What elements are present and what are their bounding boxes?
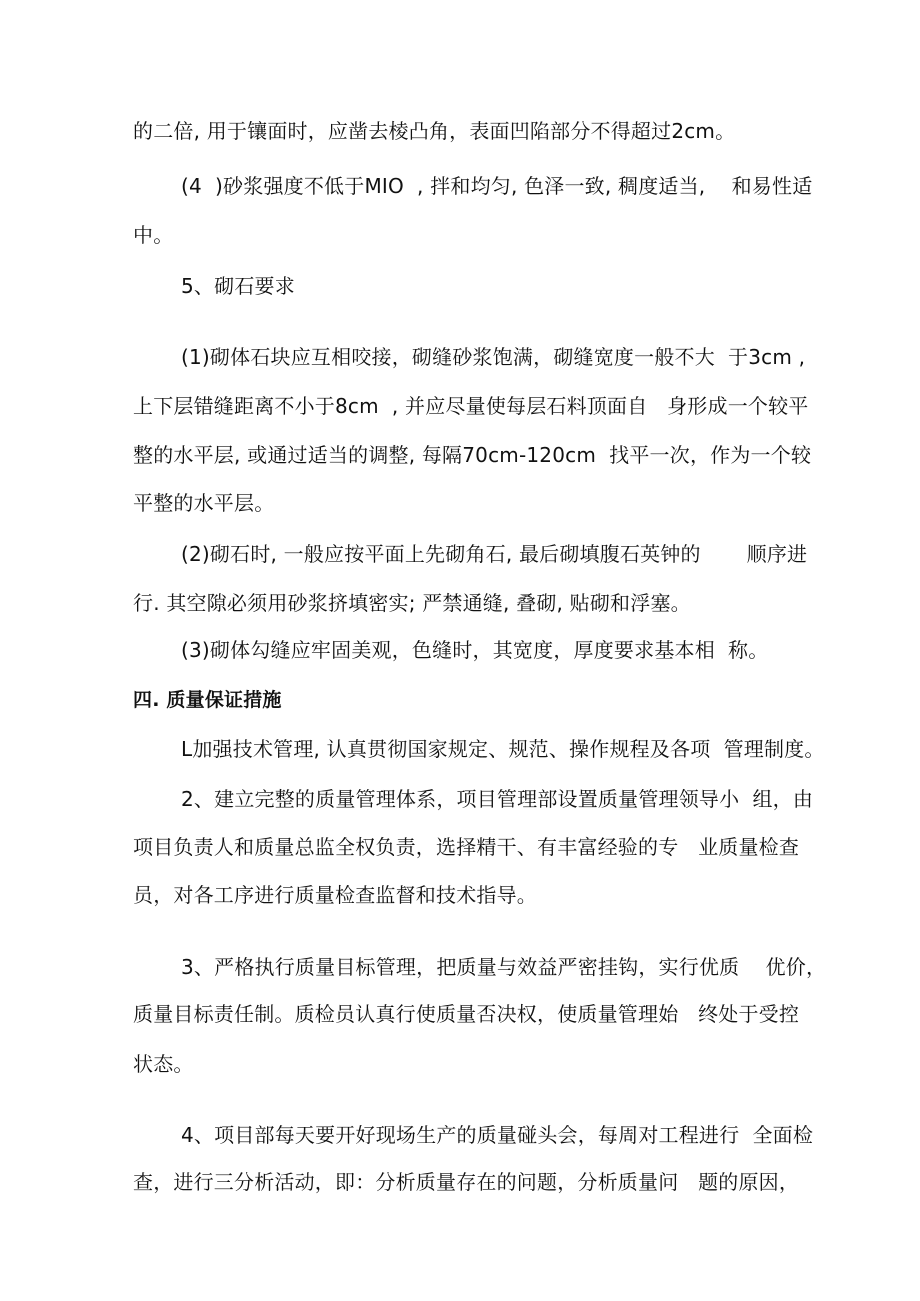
text-line: 平整的水平层。 xyxy=(133,491,275,515)
text-line: 项目负责人和质量总监全权负责，选择精干、有丰富经验的专 业质量检查 xyxy=(133,835,800,859)
text-line: (2)砌石时, 一般应按平面上先砌角石, 最后砌填腹石英钟的 顺序进 xyxy=(181,542,808,566)
text-line: 整的水平层, 或通过适当的调整, 每隔70cm-120cm 找平一次，作为一个较 xyxy=(133,443,812,467)
text-line: 中。 xyxy=(133,223,174,247)
text-line: 5、砌石要求 xyxy=(181,274,295,298)
text-line: 上下层错缝距离不小于8cm , 并应尽量使每层石料顶面自 身形成一个较平 xyxy=(133,394,809,418)
text-line: (4 )砂浆强度不低于MIO , 拌和均匀, 色泽一致, 稠度适当, 和易性适 xyxy=(181,174,813,198)
text-line: 质量目标责任制。质检员认真行使质量否决权，使质量管理始 终处于受控 xyxy=(133,1002,800,1026)
text-line: 2、建立完整的质量管理体系，项目管理部设置质量管理领导小 组，由 xyxy=(181,787,814,811)
text-line: L加强技术管理, 认真贯彻国家规定、规范、操作规程及各项 管理制度。 xyxy=(181,737,825,761)
text-line: 员，对各工序进行质量检查监督和技术指导。 xyxy=(133,883,537,907)
text-line: 行. 其空隙必须用砂浆挤填密实; 严禁通缝, 叠砌, 贴砌和浮塞。 xyxy=(133,591,691,615)
text-line: 状态。 xyxy=(133,1052,194,1076)
text-line: 3、严格执行质量目标管理，把质量与效益严密挂钩，实行优质 优价， xyxy=(181,955,827,979)
text-line: 4、项目部每天要开好现场生产的质量碰头会，每周对工程进行 全面检 xyxy=(181,1123,814,1147)
text-line: 查，进行三分析活动，即：分析质量存在的问题，分析质量问 题的原因， xyxy=(133,1170,800,1194)
text-line: (3)砌体勾缝应牢固美观，色缝时，其宽度，厚度要求基本相 称。 xyxy=(181,638,769,662)
section-heading: 四. 质量保证措施 xyxy=(133,689,282,711)
text-line: (1)砌体石块应互相咬接，砌缝砂浆饱满，砌缝宽度一般不大 于3cm , xyxy=(181,345,806,369)
text-line: 的二倍, 用于镶面时，应凿去棱凸角，表面凹陷部分不得超过2cm。 xyxy=(133,119,736,143)
